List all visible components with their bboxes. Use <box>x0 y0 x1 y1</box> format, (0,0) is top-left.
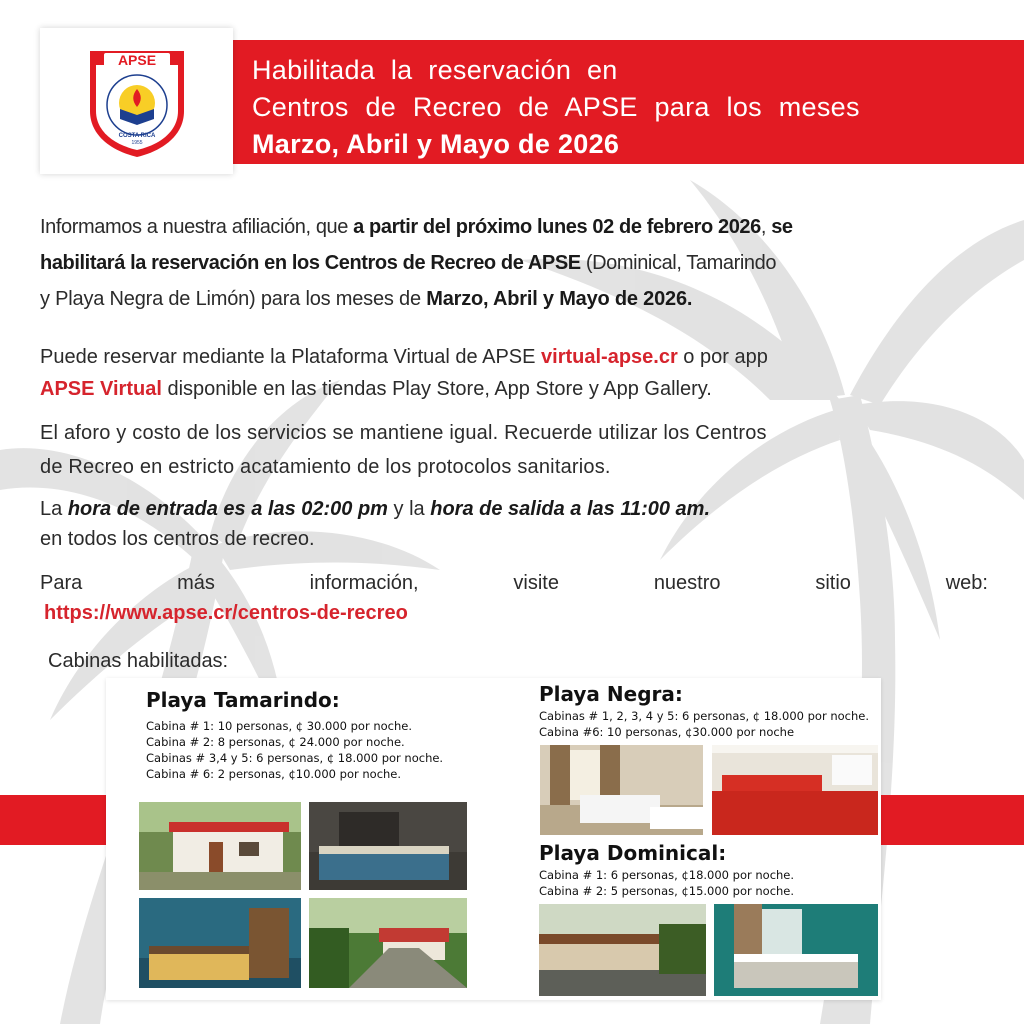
text-bold-italic: hora de entrada es a las 02:00 pm <box>67 498 388 520</box>
text: o por app <box>677 346 768 368</box>
dominical-list <box>539 867 794 899</box>
negra-list <box>539 708 869 740</box>
text-bold-italic: hora de salida a las 11:00 am. <box>424 498 711 520</box>
tamarindo-bunk-bed-photo <box>139 898 301 988</box>
text-bold: Marzo, Abril y Mayo de 2026. <box>426 288 693 310</box>
dominical-exterior-photo <box>539 904 706 996</box>
logo-card <box>40 28 233 174</box>
text: (Dominical, Tamarindo <box>580 252 777 274</box>
text: y <box>387 498 410 520</box>
list-item: Cabinas # 1, 2, 3, 4 y 5: 6 personas, ¢ 18.000 por noche. <box>539 709 870 723</box>
word: visite <box>513 572 559 594</box>
logo-country: COSTA RICA <box>118 133 155 139</box>
paragraph-1-line-1 <box>40 216 793 239</box>
tamarindo-bedroom-photo <box>309 802 467 890</box>
logo-name: APSE <box>117 52 156 68</box>
header-title <box>252 52 1012 163</box>
text: y Playa Negra de Limón) para los meses de <box>40 288 427 310</box>
paragraph-2-line-2 <box>40 378 712 401</box>
header-line-3: Marzo, Abril y Mayo de 2026 <box>252 129 620 159</box>
paragraph-4-line-2: en todos los centros de recreo. <box>40 528 315 550</box>
text: la <box>409 498 425 520</box>
website-url[interactable]: https://www.apse.cr/centros-de-recreo <box>44 602 408 624</box>
word: web: <box>945 572 988 594</box>
dominical-title: Playa Dominical: <box>539 841 727 865</box>
header-line-2: Centros de Recreo de APSE para los meses <box>252 92 860 122</box>
website-link[interactable] <box>44 602 408 625</box>
list-item: Cabinas # 3,4 y 5: 6 personas, ¢ 18.000 por noche. <box>146 751 444 765</box>
text: La <box>40 498 68 520</box>
paragraph-1-line-3 <box>40 288 692 311</box>
text-bold: se <box>771 216 793 238</box>
paragraph-3-line-1: El aforo y costo de los servicios se mantiene igual. Recuerde utilizar los Centros <box>40 422 767 444</box>
virtual-apse-link[interactable]: virtual-apse.cr <box>541 346 678 368</box>
list-item: Cabina # 2: 5 personas, ¢15.000 por noche. <box>539 884 795 898</box>
apse-shield-logo <box>82 41 192 161</box>
paragraph-3-line-2: de Recreo en estricto acatamiento de los protocolos sanitarios. <box>40 456 611 478</box>
paragraph-4-line-1 <box>40 498 710 521</box>
negra-bedroom-photo <box>540 745 703 835</box>
apse-virtual-app-link[interactable]: APSE Virtual <box>40 378 162 400</box>
word: nuestro <box>653 572 721 594</box>
tamarindo-title: Playa Tamarindo: <box>146 688 340 712</box>
tamarindo-cabin-exterior-photo <box>139 802 301 890</box>
text: Puede reservar mediante la Plataforma Virtual de APSE <box>40 346 542 368</box>
word: más <box>177 572 215 594</box>
list-item: Cabina # 1: 10 personas, ¢ 30.000 por noche. <box>146 719 413 733</box>
list-item: Cabina #6: 10 personas, ¢30.000 por noche <box>539 725 795 739</box>
word: Para <box>40 572 83 594</box>
dominical-bedroom-photo <box>714 904 878 996</box>
word: información, <box>309 572 419 594</box>
tamarindo-list <box>146 718 443 782</box>
paragraph-2-line-1 <box>40 346 768 369</box>
text: Informamos a nuestra afiliación, que <box>40 216 354 238</box>
logo-year: 1955 <box>130 140 143 146</box>
text: , <box>760 216 772 238</box>
negra-kitchen-photo <box>712 745 878 835</box>
list-item: Cabina # 1: 6 personas, ¢18.000 por noche. <box>539 868 795 882</box>
negra-title: Playa Negra: <box>539 682 683 706</box>
list-item: Cabina # 6: 2 personas, ¢10.000 por noche. <box>146 767 402 781</box>
word: sitio <box>815 572 851 594</box>
paragraph-5-line-1 <box>40 572 988 595</box>
header-line-1: Habilitada la reservación en <box>252 55 618 85</box>
list-item: Cabina # 2: 8 personas, ¢ 24.000 por noche. <box>146 735 405 749</box>
paragraph-1-line-2 <box>40 252 776 275</box>
text-bold: a partir del próximo lunes 02 de febrero 2026 <box>353 216 761 238</box>
cabinas-label: Cabinas habilitadas: <box>48 650 229 672</box>
text: disponible en las tiendas Play Store, App Store y App Gallery. <box>161 378 712 400</box>
text-bold: habilitará la reservación en los Centros de Recreo de APSE <box>40 252 581 274</box>
tamarindo-grounds-photo <box>309 898 467 988</box>
cabins-card <box>106 678 881 1000</box>
